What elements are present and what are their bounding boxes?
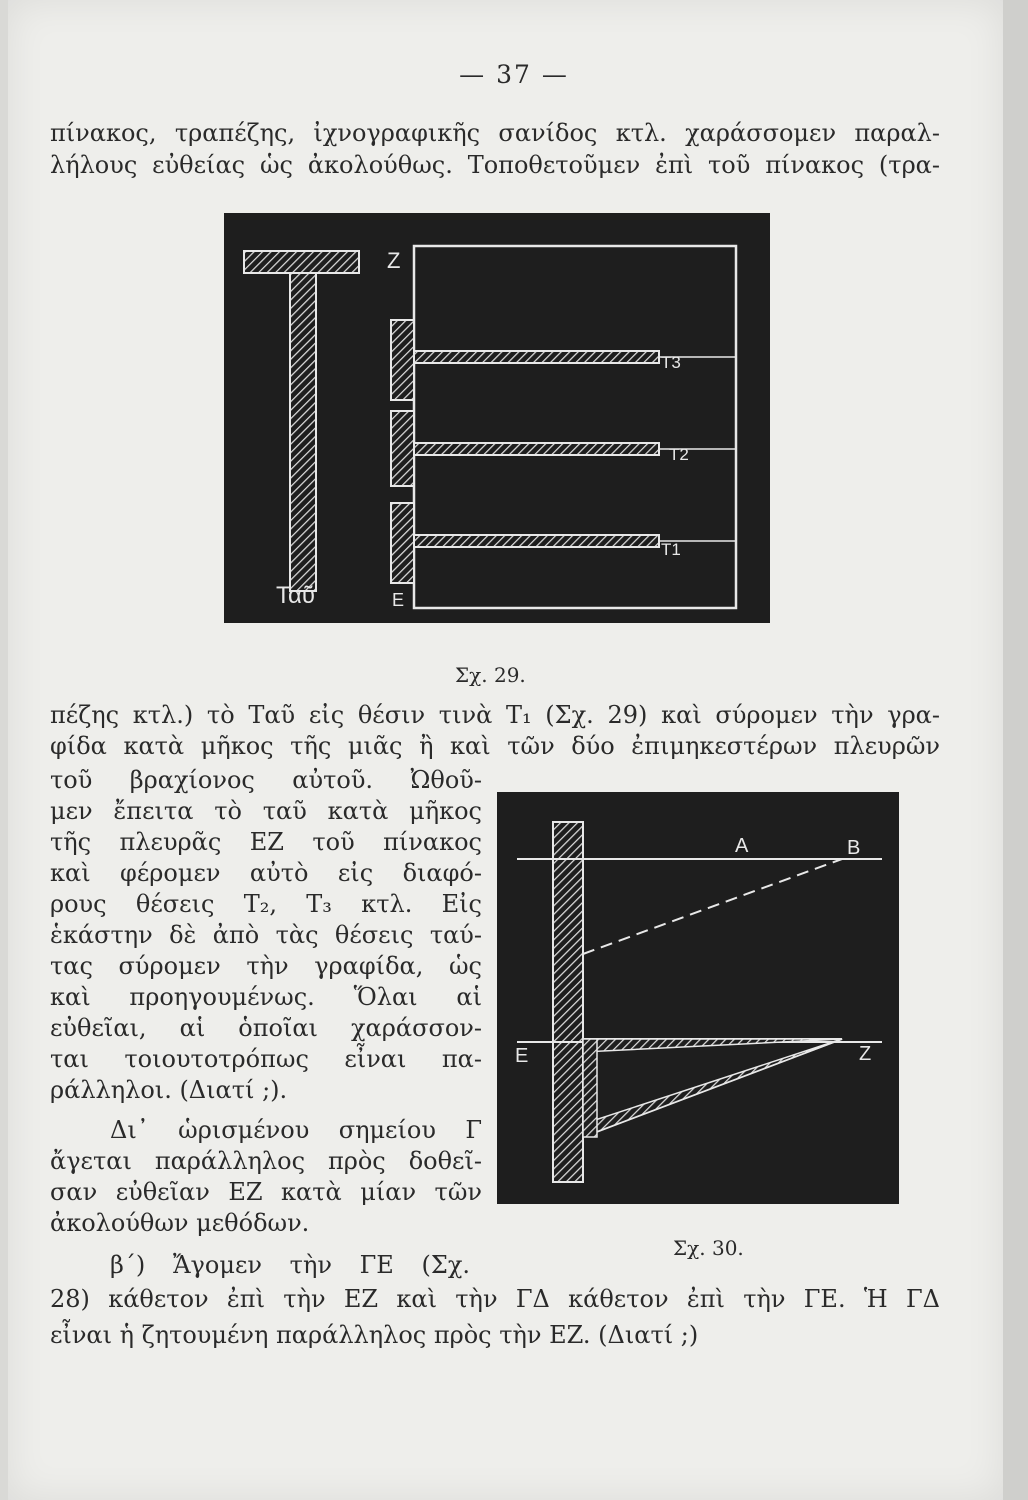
fig29-label-tau: Ταῦ (276, 582, 316, 609)
column-line-3: τῆς πλευρᾶς EZ τοῦ πίνακος (50, 828, 482, 856)
column-line-2: μεν ἔπειτα τὸ ταῦ κατὰ μῆκος (50, 797, 482, 825)
page-edge (1003, 0, 1028, 1500)
column-line-11: ράλληλοι. (Διατί ;). (50, 1076, 288, 1104)
fig29-label-e: E (392, 590, 405, 610)
column-line-7: τας σύρομεν τὴν γραφίδα, ὡς (50, 952, 482, 980)
figure-29 (224, 213, 770, 623)
column-line-13: ἄγεται παράλληλος πρὸς δοθεῖ- (50, 1147, 482, 1175)
column-line-1: τοῦ βραχίονος αὐτοῦ. Ὠθοῦ- (50, 766, 482, 794)
fig29-label-t1: T1 (661, 540, 681, 559)
figure-30-caption: Σχ. 30. (673, 1236, 744, 1260)
fig29-label-t2: T2 (669, 445, 689, 464)
closing-line-1: 28) κάθετον ἐπὶ τὴν EZ καὶ τὴν ΓΔ κάθετον ἐπὶ τὴν ΓΕ. Ἡ ΓΔ (50, 1285, 940, 1313)
column-line-12: Δι᾿ ὡρισμένου σημείου Γ (110, 1116, 482, 1144)
column-line-14: σαν εὐθεῖαν EZ κατὰ μίαν τῶν (50, 1178, 482, 1206)
column-line-10: ται τοιουτοτρόπως εἶναι πα- (50, 1045, 482, 1073)
page-number: — 37 — (459, 60, 569, 89)
fig30-label-e: E (515, 1045, 529, 1067)
column-line-4: καὶ φέρομεν αὐτὸ εἰς διαφό- (50, 859, 482, 887)
fig30-label-z: Z (859, 1043, 872, 1065)
figure-29-caption: Σχ. 29. (455, 663, 526, 687)
column-line-5: ρους θέσεις T₂, T₃ κτλ. Εἰς (50, 890, 482, 918)
column-line-9: εὐθεῖαι, αἱ ὁποῖαι χαράσσον- (50, 1014, 482, 1042)
middle-line-1: πέζης κτλ.) τὸ Ταῦ εἰς θέσιν τινὰ T₁ (Σχ. 29) καὶ σύρομεν τὴν γρα- (50, 701, 940, 729)
column-line-16: β΄) Ἄγομεν τὴν ΓΕ (Σχ. (110, 1251, 470, 1279)
column-line-6: ἑκάστην δὲ ἀπὸ τὰς θέσεις ταύ- (50, 921, 482, 949)
middle-line-2: φίδα κατὰ μῆκος τῆς μιᾶς ἢ καὶ τῶν δύο ἐπιμηκεστέρων πλευρῶν (50, 732, 940, 760)
fig30-label-a: A (735, 835, 749, 857)
closing-line-2: εἶναι ἡ ζητουμένη παράλληλος πρὸς τὴν EZ. (Διατί ;) (50, 1321, 699, 1349)
figure-30 (497, 792, 899, 1204)
fig30-label-b: B (847, 837, 861, 859)
fig29-label-z: Z (387, 248, 401, 273)
fig29-label-t3: T3 (661, 353, 681, 372)
column-line-15: ἀκολούθων μεθόδων. (50, 1209, 310, 1237)
intro-line-1: πίνακος, τραπέζης, ἰχνογραφικῆς σανίδος κτλ. χαράσσομεν παραλ- (50, 119, 940, 147)
column-line-8: καὶ προηγουμένως. Ὅλαι αἱ (50, 983, 482, 1011)
intro-line-2: λήλους εὐθείας ὡς ἀκολούθως. Τοποθετοῦμεν ἐπὶ τοῦ πίνακος (τρα- (50, 151, 940, 179)
